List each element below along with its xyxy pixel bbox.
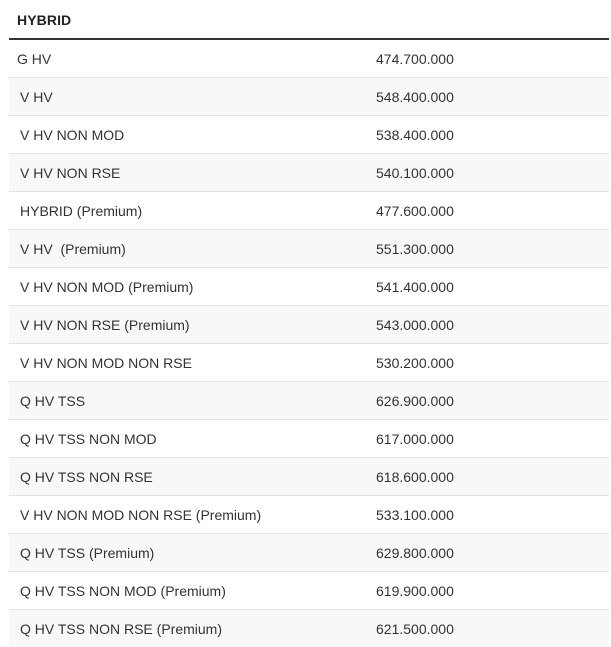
table-row [9,572,609,610]
variant-price: 618.600.000 [376,458,609,496]
variant-price: 540.100.000 [376,154,609,192]
table-row [9,154,609,192]
table-row [9,610,609,647]
variant-name: V HV NON RSE [9,154,376,192]
variant-price: 541.400.000 [376,268,609,306]
variant-price: 530.200.000 [376,344,609,382]
table-row [9,420,609,458]
variant-name: V HV (Premium) [9,230,376,268]
table-row [9,192,609,230]
table-row [9,40,609,78]
price-table [9,40,609,647]
variant-price: 533.100.000 [376,496,609,534]
variant-name: V HV [9,78,376,116]
variant-price: 548.400.000 [376,78,609,116]
table-row [9,116,609,154]
variant-name: HYBRID (Premium) [9,192,376,230]
variant-price: 551.300.000 [376,230,609,268]
variant-name: Q HV TSS NON RSE (Premium) [9,610,376,647]
variant-name: G HV [9,40,376,78]
table-row [9,382,609,420]
table-row [9,306,609,344]
variant-name: Q HV TSS [9,382,376,420]
table-row [9,268,609,306]
variant-name: Q HV TSS (Premium) [9,534,376,572]
table-row [9,78,609,116]
variant-price: 474.700.000 [376,40,609,78]
variant-price: 477.600.000 [376,192,609,230]
variant-name: V HV NON MOD NON RSE [9,344,376,382]
variant-price: 621.500.000 [376,610,609,647]
variant-price: 538.400.000 [376,116,609,154]
variant-name: V HV NON RSE (Premium) [9,306,376,344]
variant-name: Q HV TSS NON RSE [9,458,376,496]
table-row [9,496,609,534]
section-title: HYBRID [17,12,72,28]
table-row [9,230,609,268]
table-row [9,534,609,572]
variant-price: 619.900.000 [376,572,609,610]
table-row [9,344,609,382]
variant-price: 617.000.000 [376,420,609,458]
variant-name: V HV NON MOD [9,116,376,154]
variant-name: V HV NON MOD (Premium) [9,268,376,306]
variant-name: V HV NON MOD NON RSE (Premium) [9,496,376,534]
variant-price: 629.800.000 [376,534,609,572]
variant-name: Q HV TSS NON MOD [9,420,376,458]
variant-price: 543.000.000 [376,306,609,344]
table-row [9,458,609,496]
variant-price: 626.900.000 [376,382,609,420]
variant-name: Q HV TSS NON MOD (Premium) [9,572,376,610]
